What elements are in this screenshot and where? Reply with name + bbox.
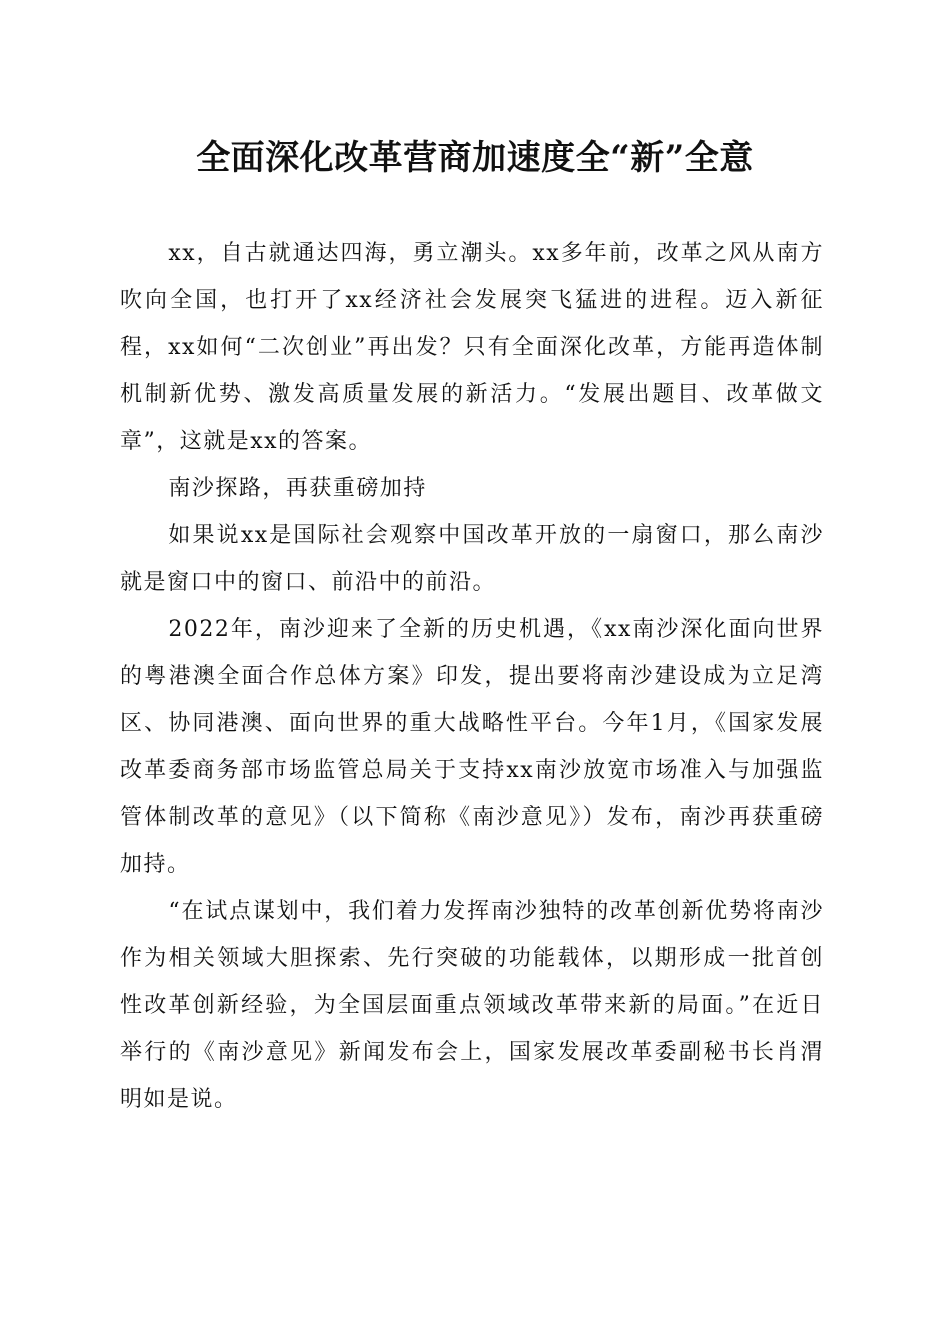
paragraph-quote: “在试点谋划中，我们着力发挥南沙独特的改革创新优势将南沙作为相关领域大胆探索、先行突破的功能载体，以期形成一批首创性改革创新经验，为全国层面重点领域改革带来新的局面。”在近日举行的《南沙意见》新闻发布会上，国家发展改革委副秘书长肖渭明如是说。 — [120, 899, 824, 1112]
paragraph-window: 如果说xx是国际社会观察中国改革开放的一扇窗口，那么南沙就是窗口中的窗口、前沿中的前沿。 — [120, 523, 824, 595]
document-body — [120, 230, 824, 1123]
paragraph-2022: 2022年，南沙迎来了全新的历史机遇，《xx南沙深化面向世界的粤港澳全面合作总体方案》印发，提出要将南沙建设成为立足湾区、协同港澳、面向世界的重大战略性平台。今年1月，《国家发展改革委商务部市场监管总局关于支持xx南沙放宽市场准入与加强监管体制改革的意见》（以下简称《南沙意见》）发布，南沙再获重磅加持。 — [120, 617, 824, 877]
section-heading: 南沙探路，再获重磅加持 — [168, 476, 427, 501]
document-title: 全面深化改革营商加速度全“新”全意 — [196, 138, 754, 178]
paragraph-intro: xx，自古就通达四海，勇立潮头。xx多年前，改革之风从南方吹向全国，也打开了xx经济社会发展突飞猛进的进程。迈入新征程，xx如何“二次创业”再出发？只有全面深化改革，方能再造体制机制新优势、激发高质量发展的新活力。“发展出题目、改革做文章”，这就是xx的答案。 — [120, 241, 824, 454]
